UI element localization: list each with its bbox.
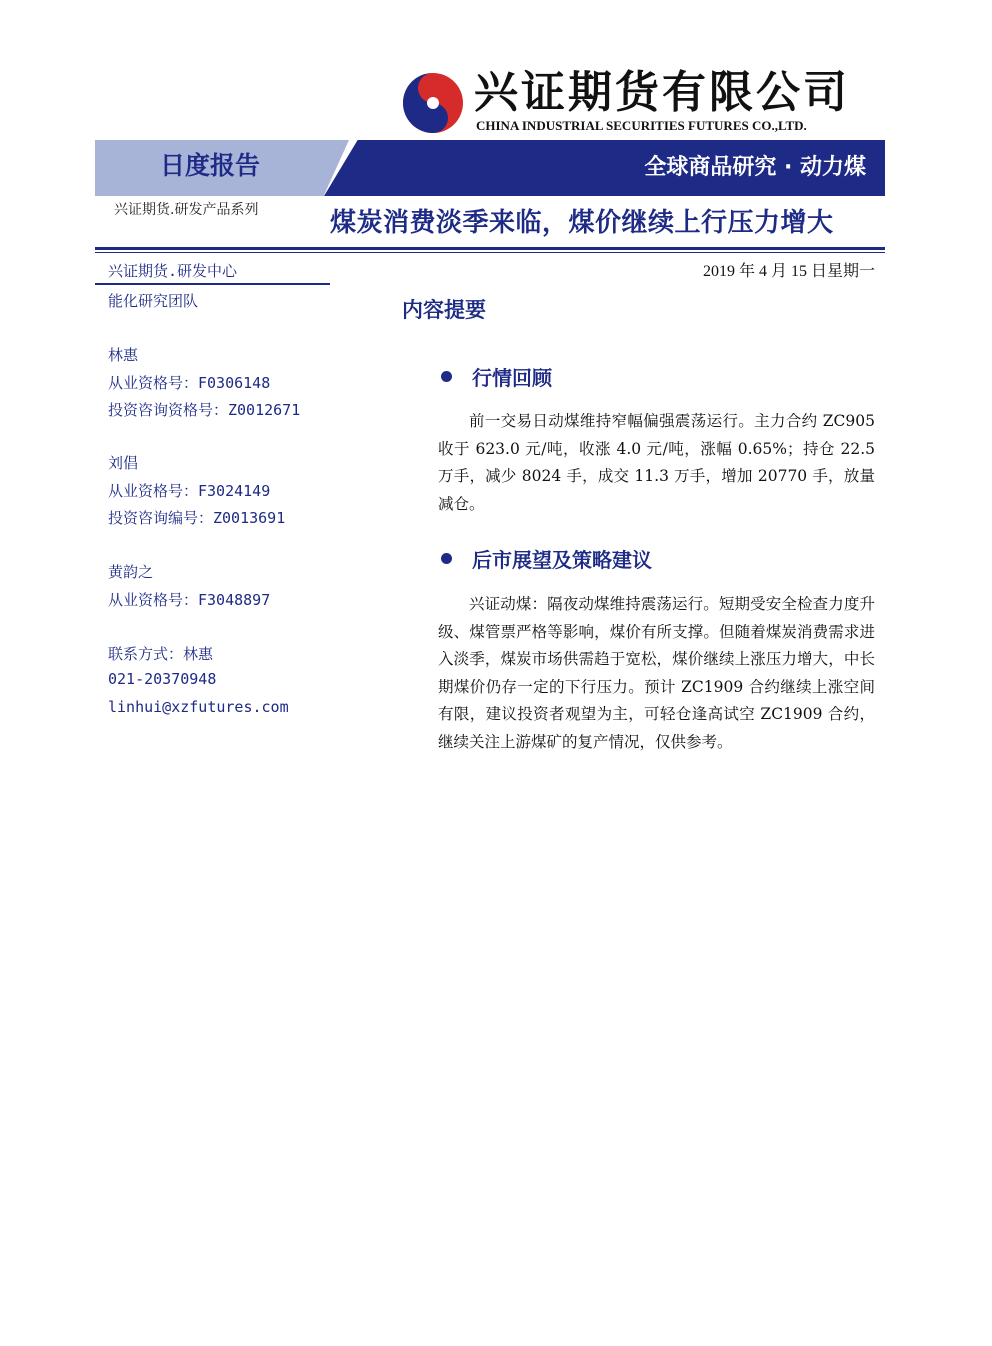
bullet-icon [441,371,452,382]
analyst-advisory-license: 投资咨询编号：Z0013691 [108,509,286,527]
analyst-name: 林惠 [108,346,139,364]
analyst-license: 从业资格号：F3048897 [108,591,271,609]
analyst-name: 黄韵之 [108,563,154,581]
sidebar-department: 兴证期货.研发中心 [108,262,238,280]
summary-title: 内容提要 [402,298,486,322]
company-name-cn: 兴证期货有限公司 [474,67,850,118]
report-type-label: 日度报告 [159,151,260,180]
product-series: 兴证期货.研发产品系列 [114,202,259,218]
sidebar-team: 能化研究团队 [108,292,199,310]
analyst-license: 从业资格号：F0306148 [108,374,271,392]
company-name-en: CHINA INDUSTRIAL SECURITIES FUTURES CO.,LTD. [476,118,807,133]
analyst-name: 刘倡 [108,454,139,472]
section-body: 前一交易日动煤维持窄幅偏强震荡运行。主力合约 ZC905 收于 623.0 元/吨，收涨 4.0 元/吨，涨幅 0.65%；持仓 22.5 万手，减少 8024 手，成交 11.3 万手，增加 20770 手，放量减仓。 [438,412,875,513]
analyst-advisory-license: 投资咨询资格号：Z0012671 [108,401,301,419]
contact-label: 联系方式：林惠 [108,645,214,663]
analyst-license: 从业资格号：F3024149 [108,482,271,500]
section-heading: 后市展望及策略建议 [472,548,652,572]
section-body: 兴证动煤：隔夜动煤维持震荡运行。短期受安全检查力度升级、煤管票严格等影响，煤价有所支撑。但随着煤炭消费需求进入淡季，煤炭市场供需趋于宽松，煤价继续上涨压力增大，中长期煤价仍存一定的下行压力。预计 ZC1909 合约继续上涨空间有限，建议投资者观望为主，可轻仓逢高试空 ZC1909 合约，继续关注上游煤矿的复产情况，仅供参考。 [438,595,875,751]
sidebar-divider [95,283,330,285]
contact-email[interactable]: linhui@xzfutures.com [108,698,289,716]
title-divider [95,247,885,250]
bullet-icon [441,553,452,564]
section-heading: 行情回顾 [472,366,552,390]
report-category-label: 全球商品研究 · 动力煤 [644,155,866,180]
title-divider-thin [95,252,885,253]
report-title: 煤炭消费淡季来临，煤价继续上行压力增大 [330,208,834,238]
report-date: 2019 年 4 月 15 日星期一 [702,263,875,280]
company-logo-icon [402,72,464,134]
contact-phone: 021-20370948 [108,670,217,688]
